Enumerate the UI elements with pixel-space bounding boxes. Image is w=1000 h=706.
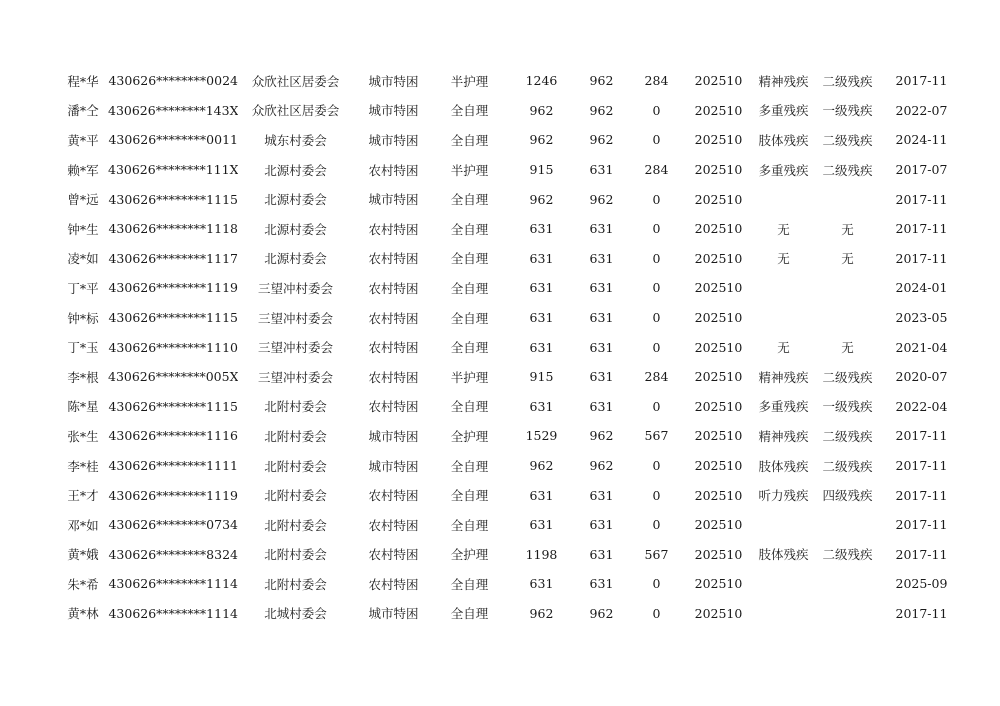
support-type-cell: 农村特困 (368, 251, 419, 267)
disability-grade-cell: 二级残疾 (822, 547, 873, 563)
disability-type-cell: 听力残疾 (758, 488, 809, 504)
table-row (58, 96, 966, 126)
person-name-cell: 潘*仝 (67, 103, 99, 119)
id-number-cell: 430626********8324 (108, 546, 238, 562)
community-unit-cell: 北城村委会 (264, 606, 327, 622)
disability-type-cell (748, 184, 818, 214)
start-date-cell: 2020-07 (895, 369, 948, 385)
start-date-cell: 2017-11 (895, 605, 948, 621)
payment-month-cell: 202510 (694, 132, 743, 148)
disability-grade-cell (818, 599, 876, 629)
base-amount-cell: 631 (589, 162, 614, 178)
start-date-cell: 2017-11 (895, 487, 948, 503)
total-amount-cell: 962 (529, 191, 554, 207)
care-level-cell: 全自理 (450, 310, 489, 326)
base-amount-cell: 631 (589, 487, 614, 503)
table-row (58, 244, 966, 274)
base-amount-cell: 631 (589, 546, 614, 562)
id-number-cell: 430626********143X (108, 102, 239, 118)
disability-type-cell: 肢体残疾 (758, 547, 809, 563)
payment-month-cell: 202510 (694, 280, 743, 296)
payment-month-cell: 202510 (694, 428, 743, 444)
start-date-cell: 2024-11 (895, 132, 948, 148)
care-level-cell: 全自理 (450, 221, 489, 237)
support-type-cell: 农村特困 (368, 340, 419, 356)
care-allowance-cell: 0 (652, 605, 661, 621)
care-level-cell: 半护理 (450, 73, 489, 89)
care-allowance-cell: 0 (652, 517, 661, 533)
id-number-cell: 430626********1119 (108, 487, 238, 503)
disability-grade-cell: 二级残疾 (822, 132, 873, 148)
care-level-cell: 全自理 (450, 132, 489, 148)
disability-grade-cell: 无 (841, 221, 854, 237)
table-row (58, 303, 966, 333)
disability-type-cell: 无 (777, 221, 790, 237)
start-date-cell: 2017-11 (895, 73, 948, 89)
id-number-cell: 430626********1115 (108, 310, 238, 326)
person-name-cell: 赖*军 (67, 162, 99, 178)
base-amount-cell: 962 (589, 132, 614, 148)
id-number-cell: 430626********1114 (108, 605, 238, 621)
community-unit-cell: 三望冲村委会 (257, 310, 333, 326)
total-amount-cell: 962 (529, 605, 554, 621)
base-amount-cell: 631 (589, 250, 614, 266)
payment-month-cell: 202510 (694, 102, 743, 118)
care-level-cell: 全自理 (450, 517, 489, 533)
table-row (58, 332, 966, 362)
disability-grade-cell: 二级残疾 (822, 369, 873, 385)
base-amount-cell: 962 (589, 191, 614, 207)
payment-month-cell: 202510 (694, 398, 743, 414)
base-amount-cell: 631 (589, 369, 614, 385)
payment-month-cell: 202510 (694, 310, 743, 326)
start-date-cell: 2017-11 (895, 458, 948, 474)
care-allowance-cell: 0 (652, 250, 661, 266)
records-table-body (58, 66, 966, 628)
payment-month-cell: 202510 (694, 517, 743, 533)
community-unit-cell: 众欣社区居委会 (251, 73, 340, 89)
disability-grade-cell: 二级残疾 (822, 458, 873, 474)
care-allowance-cell: 0 (652, 458, 661, 474)
table-row (58, 392, 966, 422)
care-allowance-cell: 567 (644, 428, 669, 444)
person-name-cell: 朱*希 (67, 576, 99, 592)
table-row (58, 155, 966, 185)
disability-grade-cell: 一级残疾 (822, 399, 873, 415)
total-amount-cell: 1198 (525, 546, 558, 562)
table-row (58, 125, 966, 155)
base-amount-cell: 631 (589, 398, 614, 414)
base-amount-cell: 962 (589, 102, 614, 118)
start-date-cell: 2017-11 (895, 250, 948, 266)
community-unit-cell: 北源村委会 (264, 251, 327, 267)
person-name-cell: 程*华 (67, 73, 99, 89)
start-date-cell: 2025-09 (895, 576, 948, 592)
disability-type-cell (748, 599, 818, 629)
start-date-cell: 2017-11 (895, 517, 948, 533)
care-allowance-cell: 284 (644, 73, 669, 89)
total-amount-cell: 631 (529, 487, 554, 503)
care-allowance-cell: 0 (652, 191, 661, 207)
person-name-cell: 邓*如 (67, 517, 99, 533)
care-level-cell: 全护理 (450, 428, 489, 444)
disability-grade-cell (818, 303, 876, 333)
disability-type-cell (748, 273, 818, 303)
disability-type-cell: 肢体残疾 (758, 132, 809, 148)
disability-type-cell: 无 (777, 251, 790, 267)
person-name-cell: 王*才 (67, 488, 99, 504)
care-level-cell: 全自理 (450, 103, 489, 119)
total-amount-cell: 962 (529, 458, 554, 474)
community-unit-cell: 北附村委会 (264, 458, 327, 474)
community-unit-cell: 北源村委会 (264, 192, 327, 208)
table-row (58, 540, 966, 570)
id-number-cell: 430626********1115 (108, 398, 238, 414)
total-amount-cell: 962 (529, 102, 554, 118)
start-date-cell: 2023-05 (895, 310, 948, 326)
disability-grade-cell: 无 (841, 251, 854, 267)
disability-type-cell: 多重残疾 (758, 399, 809, 415)
base-amount-cell: 631 (589, 517, 614, 533)
start-date-cell: 2021-04 (895, 339, 948, 355)
support-type-cell: 农村特困 (368, 488, 419, 504)
support-type-cell: 农村特困 (368, 280, 419, 296)
total-amount-cell: 962 (529, 132, 554, 148)
care-allowance-cell: 284 (644, 369, 669, 385)
start-date-cell: 2022-04 (895, 398, 948, 414)
care-level-cell: 全自理 (450, 340, 489, 356)
person-name-cell: 黄*娥 (67, 547, 99, 563)
base-amount-cell: 631 (589, 576, 614, 592)
disability-grade-cell: 无 (841, 340, 854, 356)
community-unit-cell: 北附村委会 (264, 517, 327, 533)
person-name-cell: 钟*生 (67, 221, 99, 237)
disability-grade-cell: 二级残疾 (822, 73, 873, 89)
disability-type-cell: 精神残疾 (758, 73, 809, 89)
table-row (58, 569, 966, 599)
support-type-cell: 城市特困 (368, 458, 419, 474)
payment-month-cell: 202510 (694, 221, 743, 237)
care-level-cell: 全自理 (450, 458, 489, 474)
disability-grade-cell: 二级残疾 (822, 162, 873, 178)
care-level-cell: 半护理 (450, 369, 489, 385)
id-number-cell: 430626********005X (108, 369, 239, 385)
person-name-cell: 陈*星 (67, 399, 99, 415)
community-unit-cell: 北附村委会 (264, 576, 327, 592)
table-row (58, 480, 966, 510)
care-level-cell: 全自理 (450, 488, 489, 504)
table-row (58, 66, 966, 96)
total-amount-cell: 631 (529, 576, 554, 592)
care-level-cell: 全自理 (450, 192, 489, 208)
person-name-cell: 张*生 (67, 428, 99, 444)
person-name-cell: 曾*远 (67, 192, 99, 208)
total-amount-cell: 1529 (525, 428, 558, 444)
community-unit-cell: 三望冲村委会 (257, 280, 333, 296)
start-date-cell: 2022-07 (895, 102, 948, 118)
payment-month-cell: 202510 (694, 605, 743, 621)
care-allowance-cell: 0 (652, 398, 661, 414)
disability-type-cell: 多重残疾 (758, 103, 809, 119)
id-number-cell: 430626********1110 (108, 339, 238, 355)
support-type-cell: 农村特困 (368, 576, 419, 592)
table-row (58, 421, 966, 451)
care-level-cell: 全护理 (450, 547, 489, 563)
start-date-cell: 2024-01 (895, 280, 948, 296)
id-number-cell: 430626********111X (108, 162, 239, 178)
care-allowance-cell: 567 (644, 546, 669, 562)
id-number-cell: 430626********0011 (108, 132, 238, 148)
support-type-cell: 农村特困 (368, 369, 419, 385)
id-number-cell: 430626********1111 (108, 458, 238, 474)
care-allowance-cell: 0 (652, 487, 661, 503)
support-type-cell: 农村特困 (368, 547, 419, 563)
start-date-cell: 2017-11 (895, 191, 948, 207)
id-number-cell: 430626********0024 (108, 73, 238, 89)
id-number-cell: 430626********1114 (108, 576, 238, 592)
total-amount-cell: 631 (529, 517, 554, 533)
care-level-cell: 全自理 (450, 251, 489, 267)
table-row (58, 184, 966, 214)
disability-grade-cell: 二级残疾 (822, 428, 873, 444)
disability-type-cell: 肢体残疾 (758, 458, 809, 474)
care-allowance-cell: 284 (644, 162, 669, 178)
total-amount-cell: 631 (529, 398, 554, 414)
community-unit-cell: 北源村委会 (264, 221, 327, 237)
person-name-cell: 黄*林 (67, 606, 99, 622)
care-allowance-cell: 0 (652, 576, 661, 592)
base-amount-cell: 631 (589, 339, 614, 355)
payment-month-cell: 202510 (694, 369, 743, 385)
disability-grade-cell: 四级残疾 (822, 488, 873, 504)
community-unit-cell: 三望冲村委会 (257, 369, 333, 385)
community-unit-cell: 北附村委会 (264, 399, 327, 415)
total-amount-cell: 1246 (525, 73, 558, 89)
support-type-cell: 农村特困 (368, 221, 419, 237)
disability-type-cell: 无 (777, 340, 790, 356)
disability-grade-cell (818, 569, 876, 599)
person-name-cell: 凌*如 (67, 251, 99, 267)
base-amount-cell: 962 (589, 428, 614, 444)
payment-month-cell: 202510 (694, 250, 743, 266)
payment-month-cell: 202510 (694, 546, 743, 562)
disability-type-cell (748, 303, 818, 333)
id-number-cell: 430626********1119 (108, 280, 238, 296)
care-allowance-cell: 0 (652, 132, 661, 148)
total-amount-cell: 631 (529, 339, 554, 355)
payment-month-cell: 202510 (694, 458, 743, 474)
total-amount-cell: 915 (529, 162, 554, 178)
disability-type-cell: 多重残疾 (758, 162, 809, 178)
community-unit-cell: 北源村委会 (264, 162, 327, 178)
table-row (58, 599, 966, 629)
community-unit-cell: 众欣社区居委会 (251, 103, 340, 119)
base-amount-cell: 631 (589, 280, 614, 296)
payment-month-cell: 202510 (694, 191, 743, 207)
table-row (58, 510, 966, 540)
id-number-cell: 430626********1116 (108, 428, 238, 444)
disability-type-cell (748, 510, 818, 540)
care-level-cell: 全自理 (450, 606, 489, 622)
start-date-cell: 2017-11 (895, 221, 948, 237)
disability-type-cell: 精神残疾 (758, 428, 809, 444)
disability-grade-cell (818, 184, 876, 214)
support-type-cell: 城市特困 (368, 428, 419, 444)
person-name-cell: 丁*平 (67, 280, 99, 296)
records-table (58, 66, 966, 628)
base-amount-cell: 962 (589, 458, 614, 474)
disability-grade-cell: 一级残疾 (822, 103, 873, 119)
payment-month-cell: 202510 (694, 576, 743, 592)
care-level-cell: 全自理 (450, 280, 489, 296)
support-type-cell: 农村特困 (368, 310, 419, 326)
support-type-cell: 城市特困 (368, 73, 419, 89)
table-row (58, 451, 966, 481)
total-amount-cell: 631 (529, 221, 554, 237)
support-type-cell: 农村特困 (368, 517, 419, 533)
payment-month-cell: 202510 (694, 339, 743, 355)
support-type-cell: 城市特困 (368, 103, 419, 119)
disability-grade-cell (818, 510, 876, 540)
base-amount-cell: 631 (589, 310, 614, 326)
community-unit-cell: 三望冲村委会 (257, 340, 333, 356)
support-type-cell: 城市特困 (368, 132, 419, 148)
total-amount-cell: 631 (529, 280, 554, 296)
id-number-cell: 430626********1117 (108, 250, 238, 266)
base-amount-cell: 631 (589, 221, 614, 237)
care-level-cell: 全自理 (450, 399, 489, 415)
care-allowance-cell: 0 (652, 280, 661, 296)
disability-grade-cell (818, 273, 876, 303)
care-allowance-cell: 0 (652, 102, 661, 118)
community-unit-cell: 城东村委会 (264, 132, 327, 148)
base-amount-cell: 962 (589, 73, 614, 89)
care-allowance-cell: 0 (652, 339, 661, 355)
start-date-cell: 2017-07 (895, 162, 948, 178)
support-type-cell: 农村特困 (368, 162, 419, 178)
care-allowance-cell: 0 (652, 221, 661, 237)
id-number-cell: 430626********1118 (108, 221, 238, 237)
person-name-cell: 丁*玉 (67, 340, 99, 356)
community-unit-cell: 北附村委会 (264, 428, 327, 444)
care-allowance-cell: 0 (652, 310, 661, 326)
disability-type-cell (748, 569, 818, 599)
base-amount-cell: 962 (589, 605, 614, 621)
id-number-cell: 430626********1115 (108, 191, 238, 207)
community-unit-cell: 北附村委会 (264, 488, 327, 504)
person-name-cell: 李*根 (67, 369, 99, 385)
total-amount-cell: 631 (529, 310, 554, 326)
start-date-cell: 2017-11 (895, 428, 948, 444)
disability-type-cell: 精神残疾 (758, 369, 809, 385)
table-row (58, 214, 966, 244)
support-type-cell: 城市特困 (368, 606, 419, 622)
id-number-cell: 430626********0734 (108, 517, 238, 533)
care-level-cell: 半护理 (450, 162, 489, 178)
person-name-cell: 黄*平 (67, 132, 99, 148)
table-row (58, 273, 966, 303)
person-name-cell: 李*桂 (67, 458, 99, 474)
community-unit-cell: 北附村委会 (264, 547, 327, 563)
person-name-cell: 钟*标 (67, 310, 99, 326)
payment-month-cell: 202510 (694, 162, 743, 178)
payment-month-cell: 202510 (694, 487, 743, 503)
total-amount-cell: 631 (529, 250, 554, 266)
table-row (58, 362, 966, 392)
care-level-cell: 全自理 (450, 576, 489, 592)
start-date-cell: 2017-11 (895, 546, 948, 562)
support-type-cell: 农村特困 (368, 399, 419, 415)
total-amount-cell: 915 (529, 369, 554, 385)
support-type-cell: 城市特困 (368, 192, 419, 208)
payment-month-cell: 202510 (694, 73, 743, 89)
